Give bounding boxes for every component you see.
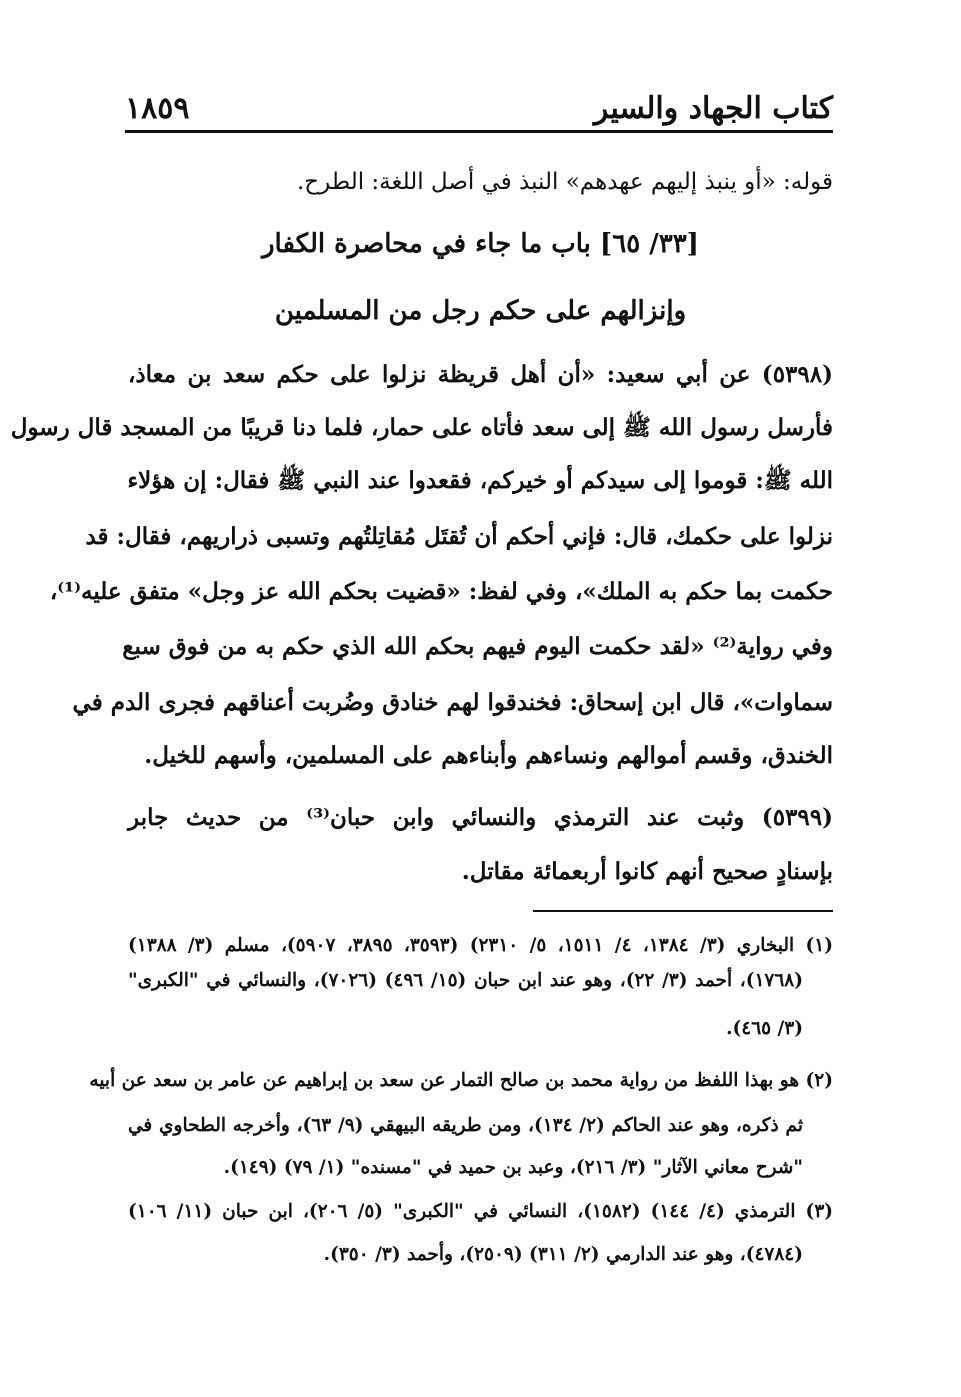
footnote-line: (١) البخاري (٣/ ١٣٨٤، ٤/ ١٥١١، ٥/ ٢٣١٠) (٣٥٩٣، ٣٨٩٥، ٥٩٠٧)، مسلم (٣/ ١٣٨٨) — [128, 935, 833, 956]
book-title: كتاب الجهاد والسير — [593, 91, 833, 126]
footnote-separator — [533, 910, 833, 912]
hadith-5399-line: (٥٣٩٩) وثبت عند الترمذي والنسائي وابن حبان⁽³⁾ من حديث جابر — [128, 804, 833, 831]
footnote-line: (٣) الترمذي (٤/ ١٤٤) (١٥٨٢)، النسائي في "الكبرى" (٥/ ٢٠٦)، ابن حبان (١١/ ١٠٦) — [128, 1201, 834, 1222]
hadith-5399-line: بإسنادٍ صحيح أنهم كانوا أربعمائة مقاتل. — [461, 858, 833, 885]
chapter-heading-line-2: وإنزالهم على حكم رجل من المسلمين — [274, 296, 687, 326]
footnote-line: (٤٧٨٤)، وهو عند الدارمي (٢/ ٣١١) (٢٥٠٩)، وأحمد (٣/ ٣٥٠). — [323, 1244, 803, 1265]
hadith-5398-line: وفي رواية⁽²⁾ «لقد حكمت اليوم فيهم بحكم الله الذي حكم به من فوق سبع — [122, 633, 833, 660]
footnote-line: (٢) هو بهذا اللفظ من رواية محمد بن صالح التمار عن سعد بن إبراهيم عن عامر بن سعد عن أبيه — [89, 1070, 833, 1091]
footnote-line: (١٧٦٨)، أحمد (٣/ ٢٢)، وهو عند ابن حبان (١٥/ ٤٩٦) (٧٠٢٦)، والنسائي في "الكبرى" — [128, 970, 804, 991]
footnote-line: ثم ذكره، وهو عند الحاكم (٢/ ١٣٤)، ومن طريقه البيهقي (٩/ ٦٣)، وأخرجه الطحاوي في — [128, 1115, 804, 1136]
intro-line: قوله: «أو ينبذ إليهم عهدهم» النبذ في أصل اللغة: الطرح. — [297, 169, 833, 195]
hadith-5398-line: سماوات»، قال ابن إسحاق: فخندقوا لهم خنادق وضُربت أعناقهم فجرى الدم في — [72, 689, 833, 716]
hadith-5398-line: حكمت بما حكم به الملك»، وفي لفظ: «قضيت بحكم الله عز وجل» متفق عليه⁽¹⁾، — [49, 578, 833, 605]
hadith-5398-line: (٥٣٩٨) عن أبي سعيد: «أن أهل قريظة نزلوا على حكم سعد بن معاذ، — [128, 361, 833, 388]
hadith-5398-line: فأرسل رسول الله ﷺ إلى سعد فأتاه على حمار، فلما دنا قريبًا من المسجد قال رسول — [10, 414, 833, 441]
footnote-line: (٣/ ٤٦٥). — [726, 1018, 803, 1039]
chapter-heading-line-1: [٣٣/ ٦٥] باب ما جاء في محاصرة الكفار — [262, 229, 699, 259]
running-header — [125, 86, 833, 133]
hadith-5398-line: الخندق، وقسم أموالهم ونساءهم وأبناءهم على المسلمين، وأسهم للخيل. — [144, 742, 833, 769]
footnote-line: "شرح معاني الآثار" (٣/ ٢١٦)، وعبد بن حميد في "مسنده" (١/ ٧٩) (١٤٩). — [223, 1157, 803, 1178]
hadith-5398-line: الله ﷺ: قوموا إلى سيدكم أو خيركم، فقعدوا عند النبي ﷺ فقال: إن هؤلاء — [127, 467, 833, 494]
hadith-5398-line: نزلوا على حكمك، قال: فإني أحكم أن تُقتَل مُقاتِلتُهم وتسبى ذراريهم، فقال: قد — [85, 523, 833, 550]
page-number: ١٨٥٩ — [125, 91, 190, 126]
